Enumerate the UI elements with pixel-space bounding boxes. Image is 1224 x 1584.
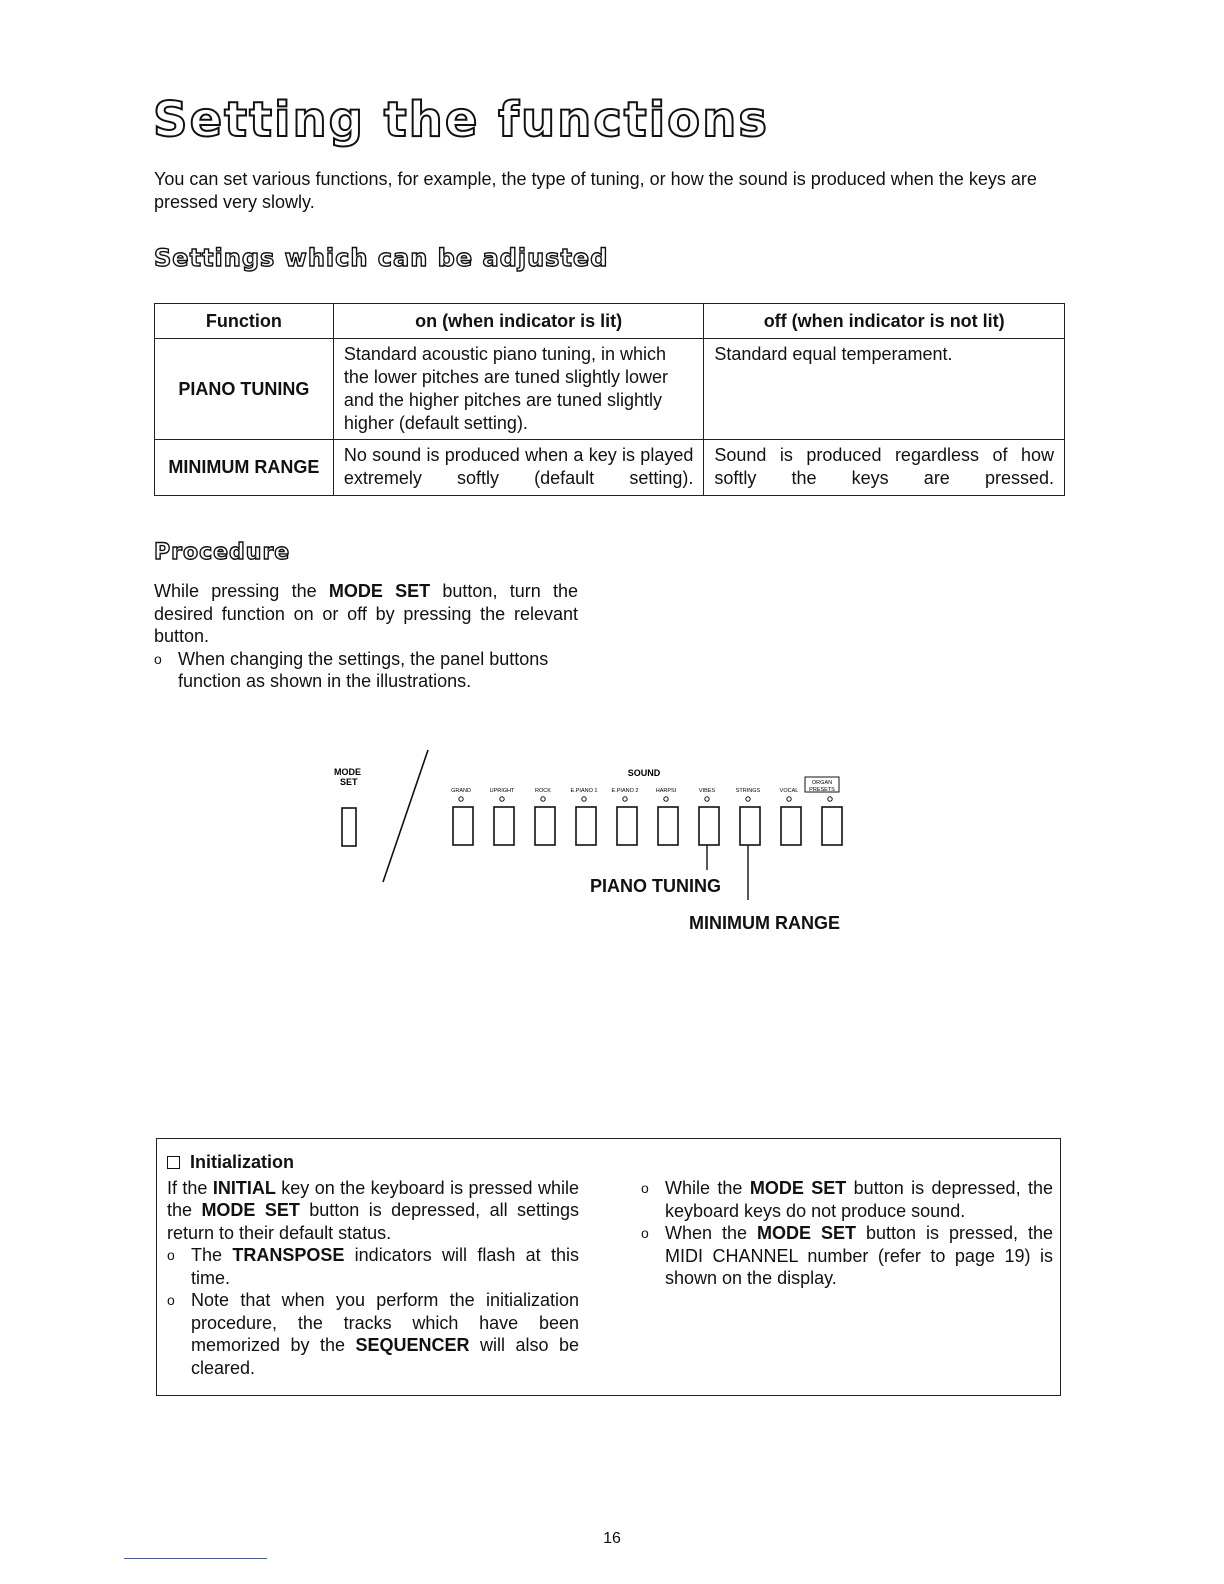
indicator-led bbox=[746, 797, 750, 801]
callout-minimum-range: MINIMUM RANGE bbox=[689, 913, 840, 933]
table-header: Function bbox=[155, 304, 334, 339]
mode-set-button[interactable] bbox=[342, 808, 356, 846]
text-part: If the bbox=[167, 1177, 213, 1198]
sound-button-label: HARPSI bbox=[655, 788, 677, 794]
procedure-text-part: While pressing the bbox=[154, 581, 329, 601]
indicator-led bbox=[541, 797, 545, 801]
text-part: button is pressed, the MIDI CHANNEL number (refer to page 19) is shown on the display. bbox=[665, 1223, 1053, 1288]
indicator-led bbox=[623, 797, 627, 801]
initialization-box bbox=[156, 1138, 1061, 1396]
indicator-led bbox=[705, 797, 709, 801]
procedure-heading: Procedure bbox=[154, 540, 291, 565]
text-part: When the bbox=[665, 1223, 757, 1243]
on-cell: No sound is produced when a key is played extremely softly (default setting). bbox=[333, 440, 704, 496]
initialization-heading bbox=[167, 1151, 579, 1174]
bullet-icon: o bbox=[167, 1292, 175, 1308]
bullet-icon: o bbox=[154, 650, 162, 667]
sound-button[interactable] bbox=[453, 807, 473, 845]
intro-paragraph: You can set various functions, for example, the type of tuning, or how the sound is produced when the keys are pressed very slowly. bbox=[154, 169, 1037, 212]
bullet-icon: o bbox=[641, 1180, 649, 1196]
organ-presets-label: ORGAN bbox=[811, 780, 833, 786]
sound-button-label: E.PIANO 2 bbox=[611, 788, 639, 794]
indicator-led bbox=[582, 797, 586, 801]
text-part: indicators will flash at this time. bbox=[191, 1245, 579, 1288]
initial-term: INITIAL bbox=[212, 1177, 276, 1198]
sound-buttons bbox=[451, 788, 842, 845]
indicator-led bbox=[500, 797, 504, 801]
text-part: button is depressed, the keyboard keys do not produce sound. bbox=[665, 1178, 1053, 1221]
list-item bbox=[167, 1244, 579, 1289]
table-row bbox=[155, 440, 1065, 496]
sound-button-label: GRAND bbox=[451, 788, 471, 794]
off-cell: Sound is produced regardless of how softly the keys are pressed. bbox=[704, 440, 1065, 496]
on-cell: Standard acoustic piano tuning, in which the lower pitches are tuned slightly lower and the higher pitches are tuned slightly higher (default setting). bbox=[333, 339, 704, 440]
table-header: off (when indicator is not lit) bbox=[704, 304, 1065, 339]
mode-set-term: MODE SET bbox=[201, 1200, 300, 1220]
page-number: 16 bbox=[603, 1530, 621, 1547]
initialization-left-column bbox=[167, 1151, 579, 1379]
sound-button[interactable] bbox=[617, 807, 637, 845]
text-part: The bbox=[191, 1245, 233, 1265]
sound-button[interactable] bbox=[535, 807, 555, 845]
initialization-title: Initialization bbox=[190, 1152, 295, 1172]
indicator-led bbox=[664, 797, 668, 801]
transpose-term: TRANSPOSE bbox=[232, 1245, 345, 1265]
sound-button-label: VIBES bbox=[698, 788, 716, 794]
settings-table bbox=[154, 303, 1065, 496]
sound-button[interactable] bbox=[699, 807, 719, 845]
footer-rule bbox=[124, 1558, 267, 1559]
mode-set-term: MODE SET bbox=[749, 1178, 847, 1198]
function-cell: PIANO TUNING bbox=[155, 339, 334, 440]
table-header: on (when indicator is lit) bbox=[333, 304, 704, 339]
mode-set-label: SET bbox=[340, 777, 358, 787]
page-title: Setting the functions bbox=[153, 92, 769, 148]
procedure-text-part: button, turn the desired function on or off by pressing the relevant button. bbox=[154, 581, 579, 646]
settings-heading: Settings which can be adjusted bbox=[154, 244, 609, 272]
bullet-icon: o bbox=[167, 1247, 175, 1263]
mode-set-label: MODE bbox=[334, 767, 361, 777]
bullet-icon: o bbox=[641, 1225, 649, 1241]
sound-label: SOUND bbox=[627, 768, 661, 778]
indicator-led bbox=[459, 797, 463, 801]
sound-button-label: ROCK bbox=[535, 788, 551, 794]
function-cell: MINIMUM RANGE bbox=[155, 440, 334, 496]
organ-presets-label: PRESETS bbox=[809, 787, 835, 793]
sound-button[interactable] bbox=[740, 807, 760, 845]
indicator-led bbox=[787, 797, 791, 801]
procedure-text bbox=[154, 580, 578, 693]
sound-button-label: VOCAL bbox=[779, 788, 799, 794]
sound-button[interactable] bbox=[494, 807, 514, 845]
sound-button-label: UPRIGHT bbox=[489, 788, 515, 794]
list-item bbox=[641, 1222, 1053, 1290]
sound-button-label: E.PIANO 1 bbox=[570, 788, 598, 794]
sound-button[interactable] bbox=[576, 807, 596, 845]
text-part: While the bbox=[665, 1178, 750, 1198]
table-row bbox=[155, 339, 1065, 440]
text-part: button is depressed, all settings return to their default status. bbox=[167, 1200, 580, 1243]
square-bullet-icon bbox=[167, 1156, 180, 1169]
callout-piano-tuning: PIANO TUNING bbox=[590, 876, 722, 896]
list-item bbox=[154, 648, 578, 693]
sequencer-term: SEQUENCER bbox=[355, 1335, 470, 1355]
mode-set-term: MODE SET bbox=[328, 581, 431, 601]
sound-button[interactable] bbox=[822, 807, 842, 845]
indicator-led bbox=[828, 797, 832, 801]
list-item bbox=[167, 1289, 579, 1379]
sound-button[interactable] bbox=[658, 807, 678, 845]
initialization-paragraph bbox=[167, 1177, 579, 1245]
mode-set-term: MODE SET bbox=[757, 1223, 856, 1243]
text-part: key on the keyboard is pressed while the bbox=[167, 1177, 579, 1220]
sound-button[interactable] bbox=[781, 807, 801, 845]
bullet-text: When changing the settings, the panel buttons function as shown in the illustrations. bbox=[178, 648, 549, 691]
text-part: Note that when you perform the initialization procedure, the tracks which have been memorized by the bbox=[191, 1290, 579, 1355]
separator-slash bbox=[383, 750, 428, 882]
off-cell: Standard equal temperament. bbox=[704, 339, 1065, 440]
table-header-row bbox=[155, 304, 1065, 339]
text-part: will also be cleared. bbox=[191, 1335, 580, 1378]
initialization-right-column bbox=[641, 1177, 1053, 1290]
sound-button-label: STRINGS bbox=[735, 788, 761, 794]
list-item bbox=[641, 1177, 1053, 1222]
